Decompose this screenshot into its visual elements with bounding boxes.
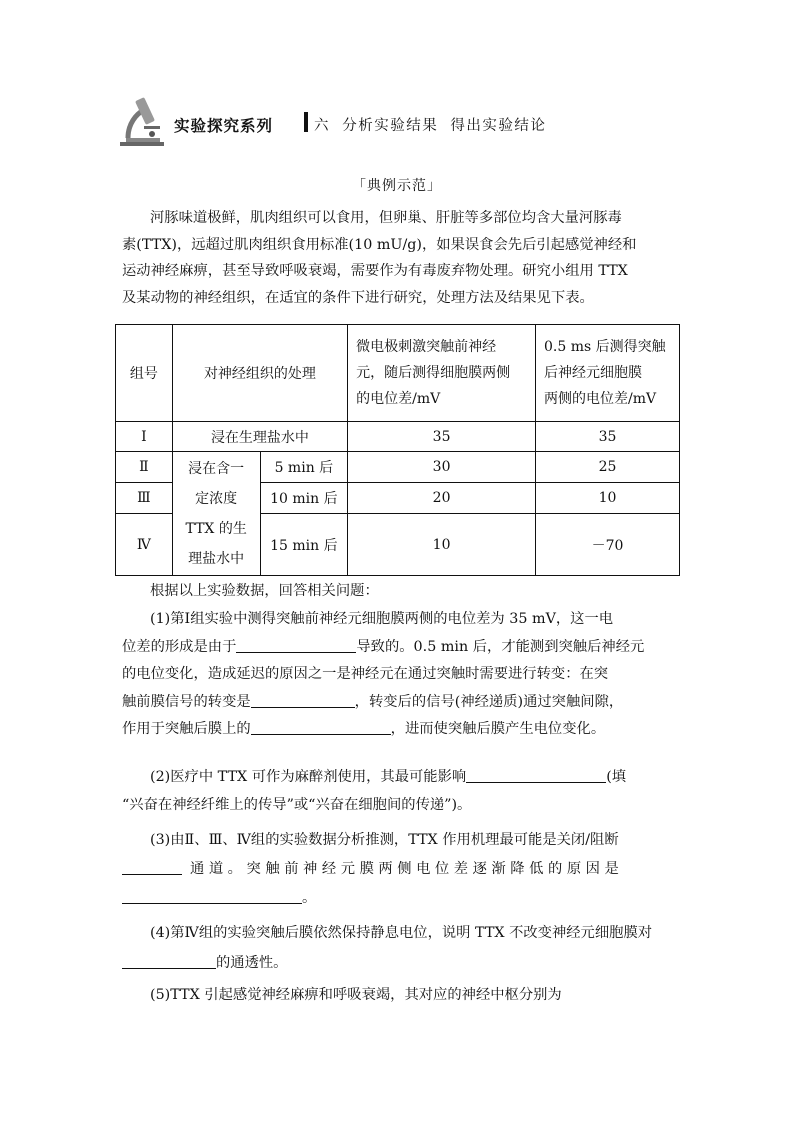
answer-blank[interactable]: [122, 953, 216, 969]
page-header: [118, 96, 678, 148]
cell-pre: 20: [348, 483, 536, 514]
series-title: 实验探究系列: [174, 117, 274, 135]
q3-line: (3)由Ⅱ、Ⅲ、Ⅳ组的实验数据分析推测，TTX 作用机理最可能是关闭/阻断: [150, 832, 619, 848]
q2-line: “兴奋在神经纤维上的传导”或“兴奋在细胞间的传递”)。: [122, 797, 472, 813]
table-row: [116, 422, 680, 452]
question-3: [122, 826, 678, 913]
q2-text: (2)医疗中 TTX 可作为麻醉剂使用，其最可能影响: [150, 769, 467, 785]
cell-group: Ⅱ: [116, 452, 173, 483]
cell-time: 5 min 后: [260, 452, 348, 483]
q3-line: [122, 855, 678, 884]
cell-group: Ⅳ: [116, 514, 173, 576]
intro-line: 及某动物的神经组织，在适宜的条件下进行研究，处理方法及结果见下表。: [122, 289, 594, 306]
q1-line: (1)第Ⅰ组实验中测得突触前神经元细胞膜两侧的电位差为 35 mV，这一电: [150, 611, 614, 627]
results-table: [115, 324, 680, 576]
cell-post: 35: [536, 422, 680, 452]
q5-line: (5)TTX 引起感觉神经麻痹和呼吸衰竭，其对应的神经中枢分别为: [150, 987, 562, 1003]
cell-time: 10 min 后: [260, 483, 348, 514]
merged-line: 定浓度: [195, 490, 238, 507]
q4-line: (4)第Ⅳ组的实验突触后膜依然保持静息电位，说明 TTX 不改变神经元细胞膜对: [150, 925, 653, 941]
table-row: [116, 452, 680, 483]
q1-line: [122, 634, 678, 662]
header-pre-line: 的电位差/mV: [356, 391, 441, 407]
answer-blank[interactable]: [122, 859, 182, 875]
intro-line: 运动神经麻痹，甚至导致呼吸衰竭，需要作为有毒废弃物处理。研究小组用 TTX: [122, 263, 628, 279]
intro-paragraph: [122, 205, 678, 311]
q1-text: ，转变后的信号(神经递质)通过突触间隙，: [354, 693, 624, 710]
question-2: [122, 763, 678, 819]
cell-group: Ⅰ: [116, 422, 173, 452]
header-post-line: 0.5 ms 后测得突触: [544, 339, 666, 355]
q1-text: 触前膜信号的转变是: [122, 693, 251, 710]
cell-post: －70: [536, 514, 680, 576]
merged-line: 理盐水中: [188, 550, 245, 567]
answer-blank[interactable]: [122, 888, 302, 904]
cell-pre: 35: [348, 422, 536, 452]
intro-line: 河豚味道极鲜，肌肉组织可以食用，但卵巢、肝脏等多部位均含大量河豚毒: [150, 210, 622, 226]
q4-line: [122, 948, 678, 978]
answer-blank[interactable]: [466, 767, 606, 783]
q1-line: [122, 716, 678, 744]
answer-blank[interactable]: [236, 637, 356, 653]
q3-line: [122, 884, 678, 913]
header-presynaptic: [348, 325, 536, 422]
intro-line: 素(TTX)，远超过肌肉组织食用标准(10 mU/g)，如果误食会先后引起感觉神经和: [122, 236, 637, 253]
header-pre-line: 元，随后测得细胞膜两侧: [356, 365, 511, 381]
header-group: 组号: [116, 325, 173, 422]
lead-text: [122, 578, 678, 604]
cell-pre: 10: [348, 514, 536, 576]
q1-text: 导致的。0.5 min 后，才能测到突触后神经元: [356, 638, 645, 655]
q1-text: 作用于突触后膜上的: [122, 721, 251, 737]
cell-treatment-merged: [172, 452, 260, 576]
q3-text: 。: [302, 890, 317, 906]
merged-line: TTX 的生: [185, 520, 247, 537]
lesson-title: 六 分析实验结果 得出实验结论: [314, 118, 547, 134]
q2-text: (填: [606, 769, 627, 785]
cell-time: 15 min 后: [260, 514, 348, 576]
q1-line: [122, 689, 678, 717]
section-title: 「典例示范」: [352, 178, 442, 194]
cell-treatment: 浸在生理盐水中: [172, 422, 347, 452]
q1-line: 的电位变化，造成延迟的原因之一是神经元在通过突触时需要进行转变：在突: [122, 666, 609, 682]
table-header-row: [116, 325, 680, 422]
header-post-line: 两侧的电位差/mV: [544, 391, 657, 407]
cell-post: 25: [536, 452, 680, 483]
answer-blank[interactable]: [251, 692, 355, 708]
q4-text: 的通透性。: [216, 955, 288, 971]
header-postsynaptic: [536, 325, 680, 422]
lead-line: 根据以上实验数据，回答相关问题：: [150, 583, 379, 599]
q2-line: [122, 763, 678, 791]
merged-line: 浸在含一: [188, 460, 245, 477]
header-post-line: 后神经元细胞膜: [544, 365, 643, 381]
cell-group: Ⅲ: [116, 483, 173, 514]
cell-pre: 30: [348, 452, 536, 483]
header-divider: [304, 112, 308, 132]
q1-text: ，进而使突触后膜产生电位变化。: [390, 721, 606, 737]
answer-blank[interactable]: [251, 719, 391, 735]
question-1: [122, 606, 678, 744]
header-pre-line: 微电极刺激突触前神经: [356, 339, 497, 355]
question-4: [122, 918, 678, 978]
question-5: [122, 982, 678, 1008]
header-treatment: 对神经组织的处理: [172, 325, 347, 422]
q3-text: 通 道 。 突 触 前 神 经 元 膜 两 侧 电 位 差 逐 渐 降 低 的 原 因 是: [190, 861, 619, 877]
cell-post: 10: [536, 483, 680, 514]
q1-text: 位差的形成是由于: [122, 638, 237, 655]
microscope-icon: [118, 96, 168, 148]
